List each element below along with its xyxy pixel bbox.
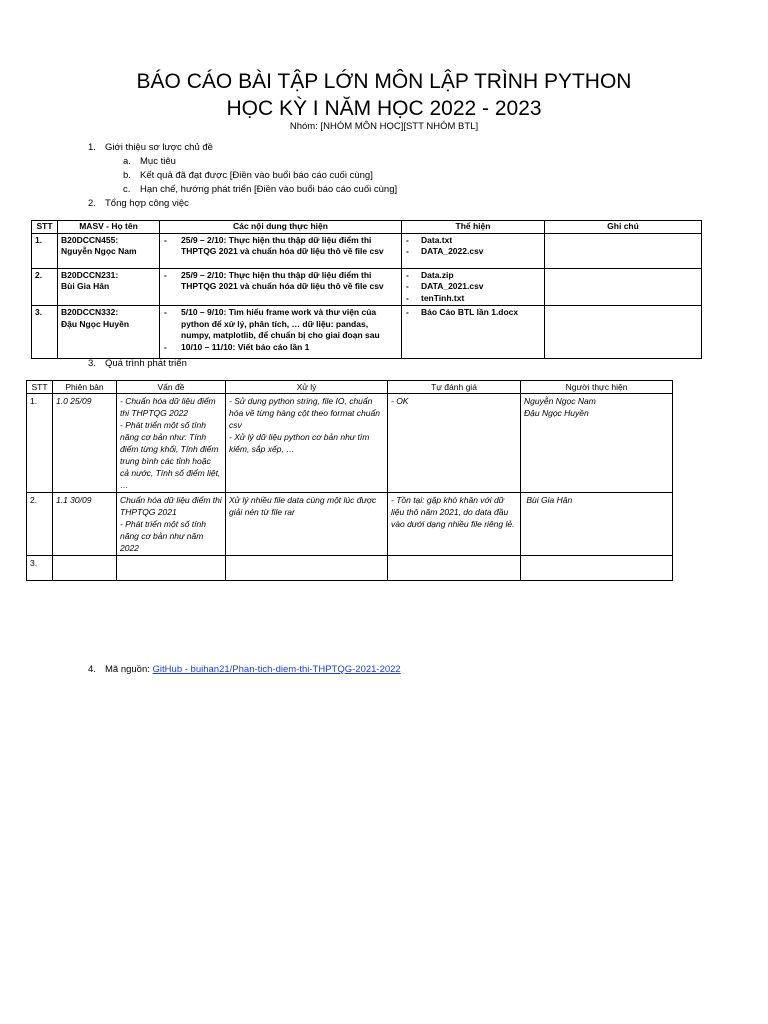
development-table [26, 380, 673, 581]
work-summary-table [31, 220, 702, 359]
row-issue: - Chuẩn hóa dữ liệu điểm thi THPTQG 2022 - Phát triển một số tính năng cơ bản như: Tính điểm từng khối, Tính điểm trung bình các tỉnh hoặc cả nước, Tính số điểm liệt, … [117, 394, 226, 493]
row-issue [117, 556, 226, 581]
group-label: Nhóm: [NHÓM MÔN HỌC][STT NHÓM BTL] [289, 121, 479, 132]
row-note [545, 268, 702, 306]
table-row [27, 394, 673, 493]
col-header-people: Người thực hiện [521, 381, 673, 394]
row-note [545, 233, 702, 268]
row-stt: 3. [27, 556, 53, 581]
col-header-issue: Vấn đề [117, 381, 226, 394]
col-header-version: Phiên bản [53, 381, 117, 394]
row-version [53, 556, 117, 581]
document-page: BÁO CÁO BÀI TẬP LỚN MÔN LẬP TRÌNH PYTHON HỌC KỲ I NĂM HỌC 2022 - 2023 Nhóm: [NHÓM MÔN HỌC][STT NHÓM BTL] 1. Giới thiệu sơ lược chủ đề a. Mục tiêu b. Kết quả đã đạt được [Điền vào buổi báo cáo cuối cùng] c. Hạn chế, hướng phát triển [Điền vào buổi báo cáo cuối cùng] 2. Tổng hợp công việc STT MASV - Họ tên Các nội dung thực hiện Thể hiện Ghi chú 1. B20DCCN455: Nguyễn Ngọc Nam - 25/9 – 2/10: Thực hiện thu thập dữ liệu điểm thi THPTQG 2021 và chuẩn hóa dữ liệu thô về file csv - Data.txt - DATA_2022.csv 2. B20DCCN231: Bùi Gia Hân - 25/9 – 2/10: Thực hiện thu thập dữ liệu điểm thi THPTQG 2021 và chuẩn hóa dữ liệu thô về file csv - Data.zip - DATA_2021.csv - tenTinh.txt 3. B20DCCN332: Đậu Ngọc Huyền - 5/10 – 9/10: Tìm hiểu frame work và thư viện của python để xử lý, phân tích, … dữ liệu: pandas, numpy, matplotlib, để chuẩn bị cho giai đoạn sau - 10/10 – 11/10: Viết báo cáo lần 1 - Báo Cáo BTL lần 1.docx 3. Quá trình phát triển STT Phiên bản Vấn đề Xử lý Tự đánh giá Người thực hiện 1. 1.0 25/09 - Chuẩn hóa dữ liệu điểm thi THPTQG 2022 - Phát triển một số tính năng cơ bản như: Tính điểm từng khối, Tính điểm trung bình các tỉnh hoặc cả nước, Tính số điểm liệt, … - Sử dụng python string, file IO, chuẩn hóa về từng hàng cột theo format chuẩn csv - Xử lý dữ liệu python cơ bản như tìm kiếm, sắp xếp, … - OK Nguyễn Ngọc Nam Đậu Ngọc Huyền 2. 1.1 30/09 Chuẩn hóa dữ liệu điểm thi THPTQG 2021 - Phát triển một số tính năng cơ bản như năm 2022 Xử lý nhiều file data cùng một lúc được giải nén từ file rar - Tồn tại: gặp khó khăn với dữ liệu thô năm 2021, do data đầu vào dưới dạng nhiều file riêng lẻ. Bùi Gia Hân 3. 4. Mã nguồn: GitHub - buihan21/Phan-tich-diem-thi-THPTQG-2021-2022 [0, 0, 768, 1024]
dev-table-header [27, 381, 673, 394]
col-header-masv: MASV - Họ tên [58, 221, 160, 234]
row-stt: 2. [27, 493, 53, 556]
col-header-review: Tự đánh giá [388, 381, 521, 394]
row-review: - OK [388, 394, 521, 493]
table-row [32, 306, 702, 359]
github-repo-link[interactable]: GitHub - buihan21/Phan-tich-diem-thi-THPTQG-2021-2022 [152, 664, 401, 675]
col-header-notes: Ghi chú [545, 221, 702, 234]
row-outputs: - Data.txt - DATA_2022.csv [402, 233, 545, 268]
row-version: 1.0 25/09 [53, 394, 117, 493]
row-version: 1.1 30/09 [53, 493, 117, 556]
table-row [32, 268, 702, 306]
col-header-tasks: Các nội dung thực hiện [160, 221, 402, 234]
row-review [388, 556, 521, 581]
row-stt: 1. [27, 394, 53, 493]
row-outputs: - Báo Cáo BTL lần 1.docx [402, 306, 545, 359]
row-note [545, 306, 702, 359]
row-solution: Xử lý nhiều file data cùng một lúc được giải nén từ file rar [226, 493, 388, 556]
col-header-outputs: Thể hiện [402, 221, 545, 234]
row-stt: 1. [32, 233, 58, 268]
row-stt: 2. [32, 268, 58, 306]
col-header-stt: STT [32, 221, 58, 234]
row-tasks: - 25/9 – 2/10: Thực hiện thu thập dữ liệu điểm thi THPTQG 2021 và chuẩn hóa dữ liệu thô về file csv [160, 233, 402, 268]
title-line-1: BÁO CÁO BÀI TẬP LỚN MÔN LẬP TRÌNH PYTHON [136, 70, 632, 93]
table-row [27, 493, 673, 556]
row-outputs: - Data.zip - DATA_2021.csv - tenTinh.txt [402, 268, 545, 306]
row-people [521, 556, 673, 581]
report-title [0, 68, 768, 122]
table-row [27, 556, 673, 581]
title-line-2: HỌC KỲ I NĂM HỌC 2022 - 2023 [226, 97, 542, 120]
row-member: B20DCCN455: Nguyễn Ngọc Nam [58, 233, 160, 268]
row-member: B20DCCN332: Đậu Ngọc Huyền [58, 306, 160, 359]
row-stt: 3. [32, 306, 58, 359]
work-table-header [32, 221, 702, 234]
row-people: Nguyễn Ngọc Nam Đậu Ngọc Huyền [521, 394, 673, 493]
row-solution [226, 556, 388, 581]
row-issue: Chuẩn hóa dữ liệu điểm thi THPTQG 2021 - Phát triển một số tính năng cơ bản như năm 2022 [117, 493, 226, 556]
table-row [32, 233, 702, 268]
row-review: - Tồn tại: gặp khó khăn với dữ liệu thô năm 2021, do data đầu vào dưới dạng nhiều file riêng lẻ. [388, 493, 521, 556]
row-tasks: - 25/9 – 2/10: Thực hiện thu thập dữ liệu điểm thi THPTQG 2021 và chuẩn hóa dữ liệu thô về file csv [160, 268, 402, 306]
row-member: B20DCCN231: Bùi Gia Hân [58, 268, 160, 306]
row-tasks: - 5/10 – 9/10: Tìm hiểu frame work và thư viện của python để xử lý, phân tích, … dữ liệu: pandas, numpy, matplotlib, để chuẩn bị cho giai đoạn sau - 10/10 – 11/10: Viết báo cáo lần 1 [160, 306, 402, 359]
row-people: Bùi Gia Hân [521, 493, 673, 556]
source-code-label: Mã nguồn: [105, 664, 150, 675]
col-header-stt: STT [27, 381, 53, 394]
row-solution: - Sử dụng python string, file IO, chuẩn hóa về từng hàng cột theo format chuẩn csv - Xử lý dữ liệu python cơ bản như tìm kiếm, sắp xếp, … [226, 394, 388, 493]
col-header-solution: Xử lý [226, 381, 388, 394]
